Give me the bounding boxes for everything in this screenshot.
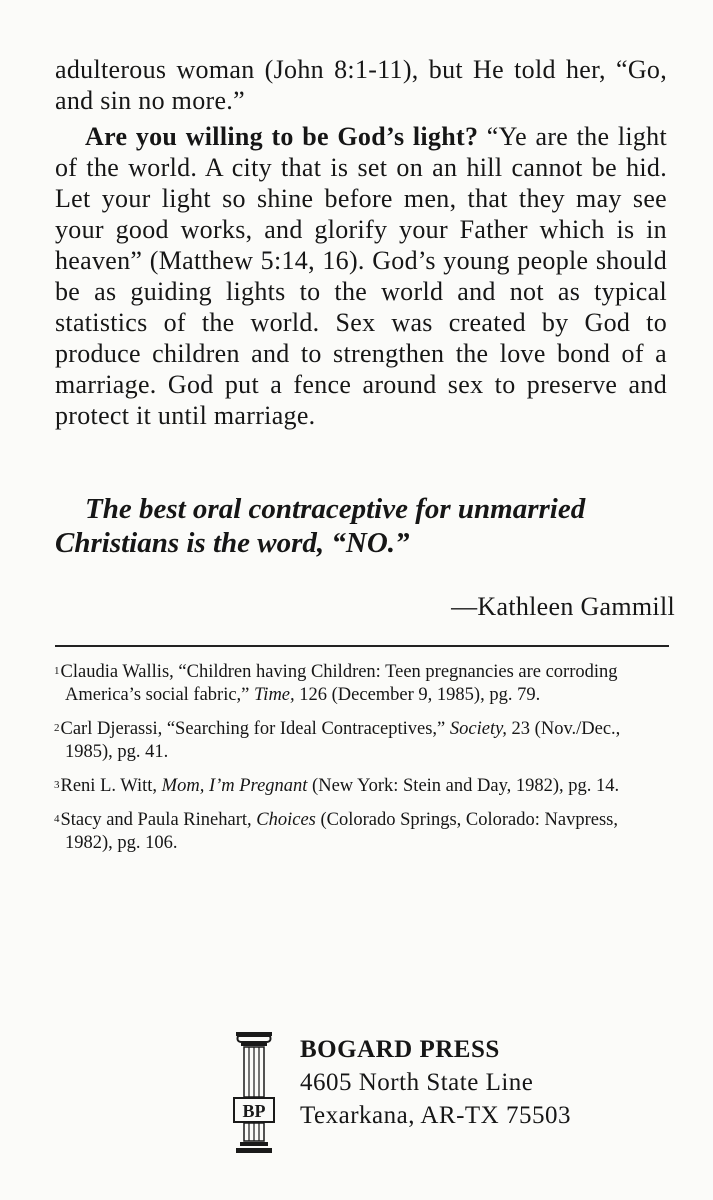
- footnote: [48, 717, 670, 764]
- footnote-text: Reni L. Witt,: [60, 776, 162, 796]
- footnote-text: Claudia Wallis, “Children having Children: Teen pregnancies are corroding America’s social fabric,”: [60, 662, 618, 705]
- quote-attribution: —Kathleen Gammill: [451, 592, 675, 621]
- footnote-number: 3: [54, 779, 60, 791]
- footnote-title: Mom, I’m Pregnant: [161, 776, 308, 796]
- footnote-number: 2: [54, 722, 60, 734]
- footnote-text: Stacy and Paula Rinehart,: [60, 810, 257, 830]
- paragraph-continuation: adulterous woman (John 8:1-11), but He told her, “Go, and sin no more.”: [55, 55, 667, 115]
- footnotes: [48, 660, 670, 865]
- footnote-text: (Colorado Springs, Colorado: Navpress, 1982), pg. 106.: [65, 810, 618, 853]
- footnote-number: 1: [54, 665, 60, 677]
- footnote-title: Society,: [449, 719, 507, 739]
- footnote-text: Carl Djerassi, “Searching for Ideal Contraceptives,”: [60, 719, 450, 739]
- publisher-city: Texarkana, AR-TX 75503: [300, 1102, 571, 1129]
- footnote-text: 126 (December 9, 1985), pg. 79.: [294, 685, 541, 705]
- footnote: [48, 808, 670, 855]
- paragraph-body: “Ye are the light of the world. A city that is set on an hill cannot be hid. Let your light so shine before men, that they may see your good works, and glorify your Father which is in heaven” (Matthew 5:14, 16). God’s young people should be as guiding lights to the world and not as typical statistics of the world. Sex was created by God to produce children and to strengthen the love bond of a marriage. God put a fence around sex to preserve and protect it until marriage.: [55, 122, 667, 430]
- footnote-text: (New York: Stein and Day, 1982), pg. 14.: [307, 776, 620, 796]
- pull-quote: The best oral contraceptive for unmarried Christians is the word, “NO.”: [55, 493, 586, 559]
- paragraph-lead-bold: Are you willing to be God’s light?: [85, 122, 479, 151]
- footnote-title: Choices: [256, 810, 316, 830]
- publisher-street: 4605 North State Line: [300, 1069, 534, 1096]
- paragraph-gods-light: [55, 121, 667, 431]
- footnote-number: 4: [54, 813, 60, 825]
- column-logo-icon: [232, 1030, 276, 1156]
- footnote-title: Time,: [254, 685, 295, 705]
- footnote: [48, 660, 670, 707]
- logo-lettering: BP: [242, 1101, 266, 1121]
- footnote: [48, 774, 670, 798]
- publisher-block: [232, 1030, 632, 1160]
- footnote-text: 23 (Nov./Dec., 1985), pg. 41.: [65, 719, 621, 762]
- footnote-divider: [55, 645, 669, 647]
- publisher-name: BOGARD PRESS: [300, 1036, 500, 1063]
